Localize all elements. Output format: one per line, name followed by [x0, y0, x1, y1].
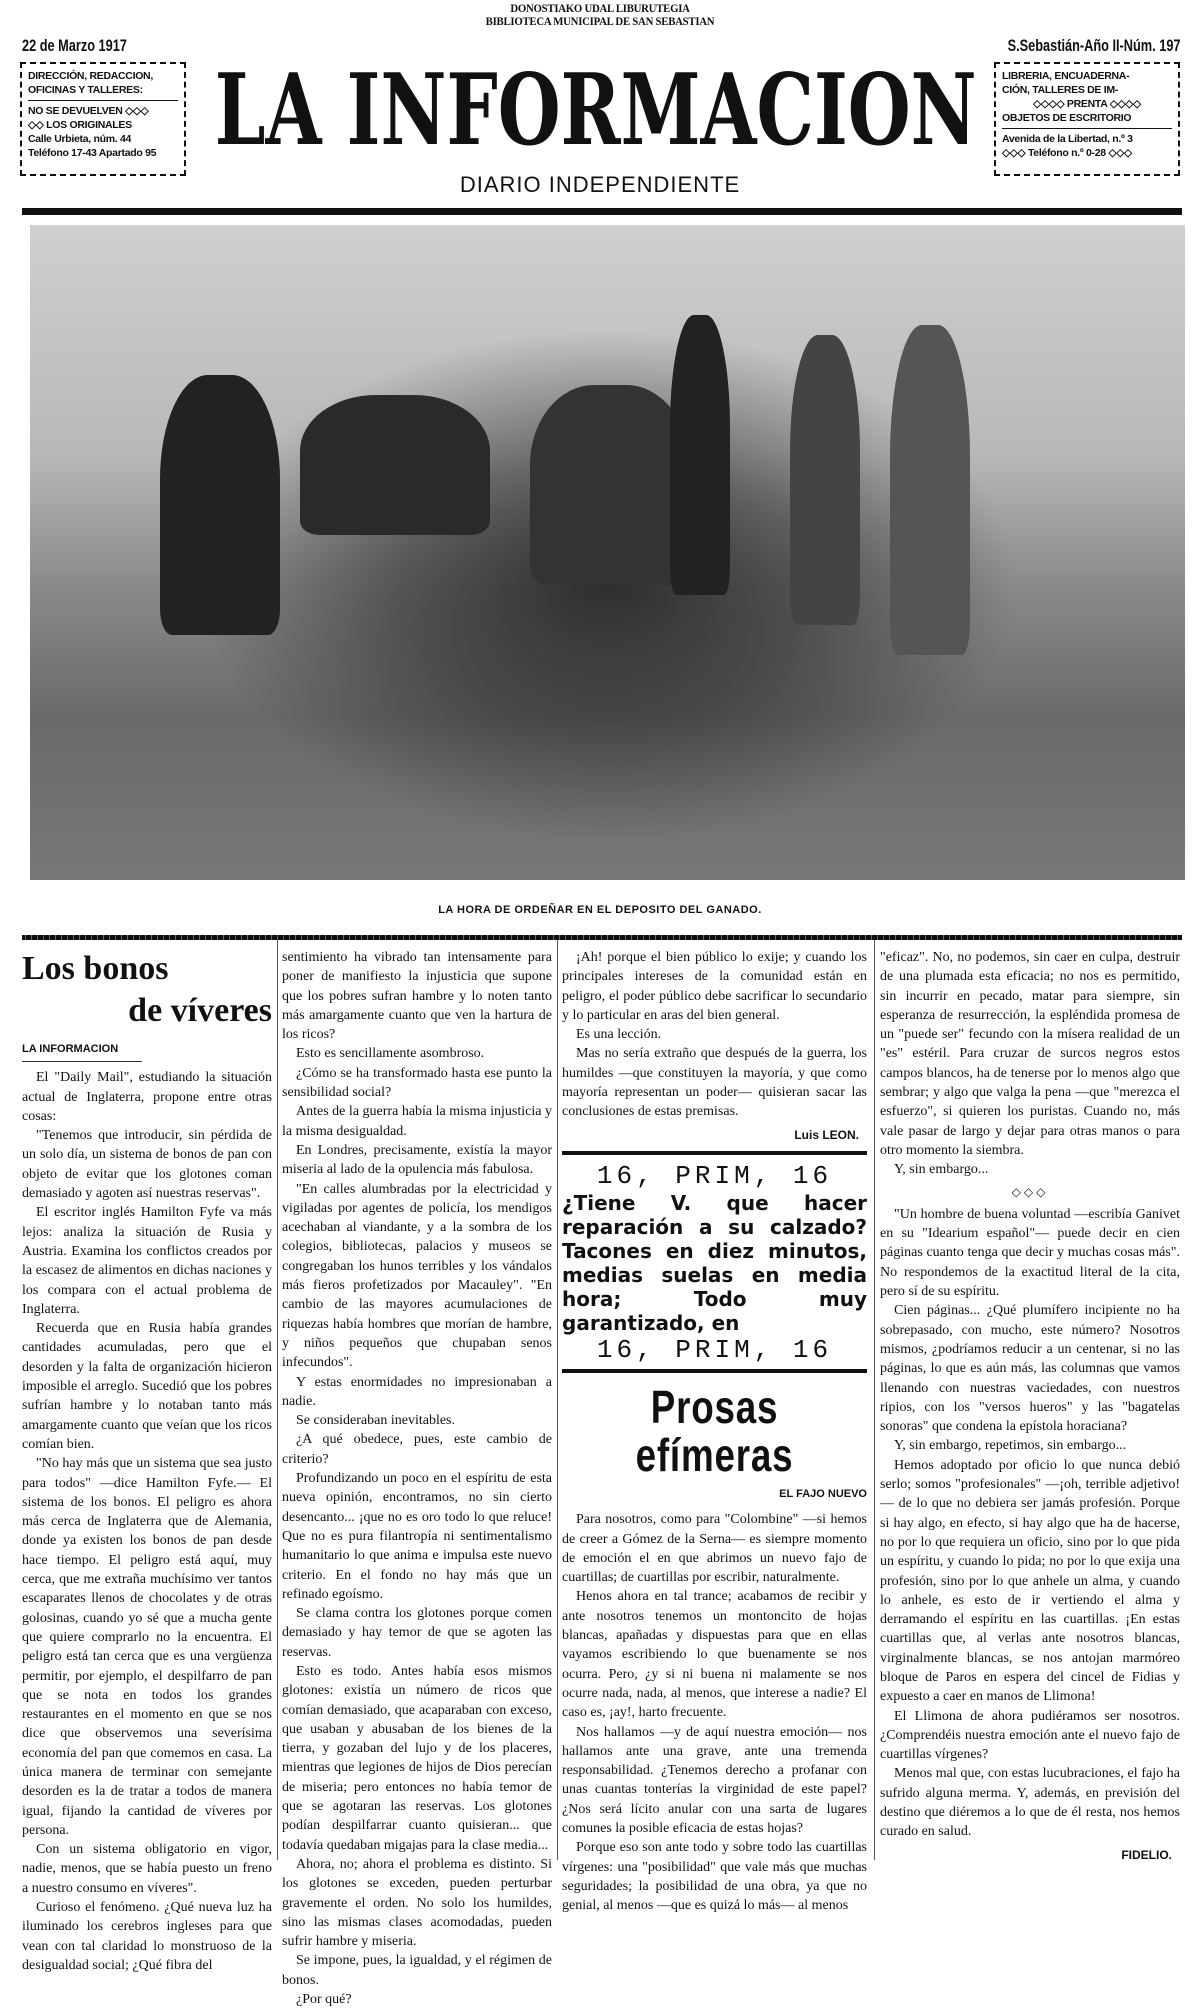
advert-text: ¿Tiene V. que hacer reparación a su calzado? Tacones en diez minutos, medias suelas en media hora; Todo muy garantizado, en [562, 1190, 867, 1335]
column-divider [277, 940, 278, 1860]
paragraph: ¿Cómo se ha transformado hasta ese punto la sensibilidad social? [282, 1065, 552, 1101]
paragraph: Se impone, pues, la igualdad, y el régimen de bonos. [282, 1953, 552, 1988]
article-section-title: EL FAJO NUEVO [779, 1487, 867, 1500]
library-stamp [60, 2, 1140, 28]
box-line: LIBRERIA, ENCUADERNA- [1002, 70, 1130, 82]
newspaper-subtitle: DIARIO INDEPENDIENTE [459, 172, 741, 197]
paragraph: ¿A qué obedece, pues, este cambio de criterio? [282, 1432, 552, 1467]
paragraph: Recuerda que en Rusia había grandes cantidades acumuladas, pero que el desorden y la falta de organización hicieron imposible el arreglo. Sucedió que los pobres sufrían hambre y lo notaban tanto más amargamente cuanto que veían que los ricos comían bien. [22, 1321, 272, 1452]
paragraph: "No hay más que un sistema que sea justo para todos" —dice Hamilton Fyfe.— El sistema de los bonos. El peligro es ahora más cerca de Inglaterra que de Alemania, donde ya existen los bonos de pan desde hace tiempo. El peligro está aquí, muy cerca, que me extraña muchísimo ver tantos escaparates llenos de chocolates y de otras golosinas, cuando yo sé que a mucha gente que quiere comprarlo no la encuentra. El peligro está tan cerca que es una vergüenza permitir, por ejemplo, el despilfarro de pan que se nota en todos los grandes restaurantes en el momento en que se nos dice que observemos una severísima economía del pan que comemos en casa. La única manera de terminar con semejante desorden es la de tratar a todos de manera igual, fijando la cantidad de víveres por persona. [22, 1456, 272, 1838]
photo-milking-cattle [30, 225, 1185, 880]
box-line: ◇◇ LOS ORIGINALES [28, 119, 132, 131]
masthead-right-box [994, 62, 1180, 176]
author-signature: Luis LEON. [794, 1127, 859, 1142]
paragraph: Henos ahora en tal trance; acabamos de recibir y ante nosotros tenemos un montoncito de hojas blancas, apañadas y dispuestas para que en ellas vayamos escribiendo lo que buenamente se nos ocurra. Pero, ¿y si ni buena ni malamente se nos ocurre nada, nada, al menos, que interese a nadie? El caso es, ¡ay!, harto frecuente. [562, 1589, 867, 1721]
headline-line-1: Los bonos [22, 950, 169, 987]
paragraph: Para nosotros, como para "Colombine" —si hemos de creer a Gómez de la Serna— es siempre momento de emoción el en que abrimos un nuevo fajo de cuartillas; de cuartillas por escribir, naturalmente. [562, 1512, 867, 1586]
paragraph: ¡Ah! porque el bien público lo exije; y cuando los principales intereses de la comunidad están en peligro, el poder público debe sacrificar lo secundario y lo particular en aras del bien general. [562, 950, 867, 1023]
paragraph: Se clama contra los glotones porque comen demasiado y hay temor de que se agoten las reservas. [282, 1606, 552, 1660]
box-line: Teléfono 17-43 Apartado 95 [28, 147, 157, 159]
paragraph: "Un hombre de buena voluntad —escribía Ganivet en su "Idearium español"— puede decir en cien páginas cuanto tenga que decir y muchas cosas más". No respondemos de la exactitud literal de la cita, pero sí de su espíritu. [880, 1206, 1180, 1300]
photo-caption: LA HORA DE ORDEÑAR EN EL DEPOSITO DEL GANADO. [438, 904, 762, 916]
column-3 [562, 948, 867, 1916]
paragraph: Con un sistema obligatorio en vigor, nadie, menos, que se había puesto un freno a nuestro consumo en víveres". [22, 1842, 272, 1896]
paragraph: Ahora, no; ahora el problema es distinto. Si los glotones se exceden, pueden perturbar gravemente el orden. No solo los humildes, sino las mismas clases acomodadas, pueden sufrir hambre y miseria. [282, 1856, 552, 1950]
column-divider [557, 940, 558, 1860]
paragraph: El escritor inglés Hamilton Fyfe va más lejos: analiza la situación de Rusia y Austria. Examina los conflictos creados por la escasez de alimentos en dichas naciones y los compara con el actual problema de Inglaterra. [22, 1205, 272, 1317]
library-line-2: BIBLIOTECA MUNICIPAL DE SAN SEBASTIAN [485, 14, 715, 28]
masthead-rule [22, 208, 1182, 215]
photo-figure [790, 335, 860, 625]
divider-ornament: ◇◇◇ [1011, 1184, 1049, 1199]
paragraph: Mas no sería extraño que después de la guerra, los humildes —que constituyen la mayoría, y que como mayoría representan un poder— quisieran sacar las conclusiones de estas premisas. [562, 1046, 867, 1120]
paragraph: "Tenemos que introducir, sin pérdida de un solo día, un sistema de bonos de pan con objeto de evitar que los glotones coman demasiado y agoten así nuestras reservas". [22, 1128, 272, 1202]
paragraph: "En calles alumbradas por la electricidad y vigiladas por agentes de policía, los mendigos acechaban al viandante, y a la sombra de los colegios, bibliotecas, palacios y museos se congregaban los hunos terribles y los vándalos más fieros profetizados por Macauley". "En cambio de las mayores acumulaciones de riquezas había hombres que morían de hambre, y niños pequeños que chupaban senos infecundos". [282, 1181, 552, 1371]
paragraph: Porque eso son ante todo y sobre todo las cuartillas vírgenes: una "posibilidad" que vale más que muchas seguridades; la posibilidad de una obra, ya que no genial, al menos —que es quizá lo más— al menos [562, 1840, 867, 1914]
paragraph: En Londres, precisamente, existía la mayor miseria al lado de la opulencia más fabulosa. [282, 1142, 552, 1178]
photo-figure [300, 395, 490, 535]
box-divider [28, 100, 178, 101]
paragraph: "eficaz". No, no podemos, sin caer en culpa, destruir de una plumada esta eficacia; no nos es permitido, sin incurrir en pecado, matar para siempre, sin esperanza de resurrección, la espléndida promesa de un "puede ser" fecundo con la mísera realidad de un "es" estéril. Para cruzar de surcos negros estos campos blancos, ha de tenerse por lo menos algo que sembrar; y algo que valga la pena —que "merezca el esfuerzo", si quieren los puristas. Cuando no, más vale pasar de largo y dejar para otras manos o para otro momento la siembra. [880, 950, 1180, 1158]
photo-figure [530, 385, 690, 585]
article-headline [22, 948, 272, 1032]
box-line: OFICINAS Y TALLERES: [28, 84, 143, 96]
library-line-1: DONOSTIAKO UDAL LIBURUTEGIA [510, 1, 690, 15]
issue-date: 22 de Marzo 1917 [22, 36, 127, 55]
paragraph: Esto es todo. Antes había esos mismos glotones: existía un número de ricos que comían demasiado, que acaparaban con exceso, que usaban y abusaban de los bienes de la tierra, y gozaban del lujo y de los placeres, mientras que legiones de hijos de Dios perecían de miseria; pero entonces no había temor de que se agotaran las reservas. Los glotones podían despilfarrar cuanto quisieran... que todavía quedaban migajas para la clase media... [282, 1663, 552, 1853]
paragraph: El "Daily Mail", estudiando la situación actual de Inglaterra, propone entre otras cosas: [22, 1070, 272, 1124]
column-divider [874, 940, 875, 1860]
newspaper-title: LA INFORMACION [214, 51, 977, 168]
box-line: NO SE DEVUELVEN ◇◇◇ [28, 105, 149, 117]
paragraph: Menos mal que, con estas lucubraciones, el fajo ha sufrido alguna merma. Y, además, en previsión del destino que diéremos a lo que de él resta, nos hemos curado en salud. [880, 1766, 1180, 1840]
box-divider [1002, 128, 1172, 129]
article-headline: Prosas efímeras [635, 1380, 794, 1481]
paragraph: Hemos adoptado por oficio lo que nunca debió serlo; somos "profesionales" —¡oh, terrible adjetivo!— de lo que no debiera ser jamás profesión. Porque si hay algo, en efecto, si hay algo que ha de hacerse, no por lo que requiera un oficio, sino por lo que pida un espíritu, y cuando lo pida; no por lo que exija una profesión, sino por lo que anhele un alma, y cuando lo anhele, es esto de ir vertiendo el alma y derramando el espíritu en las cuartillas. ¡En estas cuartillas que, al verlas ante nosotros blancas, virginalmente blancas, se nos antojan marmóreo bloque de Paros en espera del cincel de Fidias y expuesto a caer en manos de Llimona! [880, 1457, 1180, 1705]
box-line: DIRECCIÓN, REDACCION, [28, 70, 153, 82]
paragraph: Y, sin embargo... [894, 1162, 989, 1178]
paragraph: Se consideraban inevitables. [296, 1413, 456, 1429]
box-line: CIÓN, TALLERES DE IM- [1002, 84, 1119, 96]
advert-address: 16, PRIM, 16 [596, 1334, 833, 1365]
paragraph: Nos hallamos —y de aquí nuestra emoción— nos hallamos ante una grave, ante una tremenda responsabilidad. ¿Tenemos derecho a profanar con unas cuantas tonterías la virginidad de este papel? ¿Nos será lícito anular con una sarta de lugares comunes la posible eficacia de estas hojas? [562, 1724, 867, 1837]
box-line: Avenida de la Libertad, n.º 3 [1002, 133, 1133, 145]
paragraph: El Llimona de ahora pudiéramos ser nosotros. ¿Comprendéis nuestra emoción ante el nuevo fajo de cuartillas vírgenes? [880, 1708, 1180, 1763]
paragraph: sentimiento ha vibrado tan intensamente para poner de manifiesto la injusticia que supone que los pobres sufran hambre y lo noten tanto más amargamente cuanto que ven la hartura de los ricos? [282, 950, 552, 1043]
paragraph: Es una lección. [576, 1027, 662, 1043]
shoe-repair-advert [562, 1151, 867, 1373]
photo-figure [670, 315, 730, 595]
paragraph: ¿Por qué? [296, 1992, 352, 2008]
paragraph: Curioso el fenómeno. ¿Qué nueva luz ha iluminado los cerebros ingleses para que vean con tal claridad lo monstruoso de la desigualdad social; ¿Qué fibra del [22, 1900, 272, 1973]
box-line: ◇◇◇ Teléfono n.º 0-28 ◇◇◇ [1002, 147, 1132, 159]
headline-line-2: de víveres [128, 992, 272, 1029]
box-line: Calle Urbieta, núm. 44 [28, 133, 132, 145]
column-4 [880, 948, 1180, 1871]
paragraph: Cien páginas... ¿Qué plumífero incipiente no ha sobrepasado, con mucho, este número? Nosotros mismos, ¿podríamos reducir a un centenar, si no las páginas, lo que es aún más, las columnas que vamos llenando con nuestras vaciedades, con nuestros ripios, con los "versos hueros" y las "bagatelas sonoras" que condena la epístola horaciana? [880, 1303, 1180, 1435]
column-2 [282, 948, 552, 2009]
paragraph: Y, sin embargo, repetimos, sin embargo... [894, 1438, 1127, 1454]
article-kicker: LA INFORMACION [22, 1040, 142, 1062]
advert-address: 16, PRIM, 16 [596, 1160, 833, 1191]
paragraph: Esto es sencillamente asombroso. [296, 1046, 485, 1062]
photo-figure [890, 325, 970, 655]
paragraph: Antes de la guerra había la misma injusticia y la misma desigualdad. [282, 1104, 552, 1139]
box-line: OBJETOS DE ESCRITORIO [1002, 112, 1132, 124]
box-line: ◇◇◇◇ PRENTA ◇◇◇◇ [1033, 98, 1141, 110]
section-rule [22, 935, 1182, 940]
masthead-left-box [20, 62, 186, 176]
paragraph: Profundizando un poco en el espíritu de esta nueva opinión, encontramos, no sin cierto desencanto... ¡que no es oro todo lo que reluce! Que no es pura filantropía ni sentimentalismo humanitario lo que anima e impulsa este nuevo criterio. En el fondo no hay más que un refinado egoísmo. [282, 1471, 552, 1602]
author-signature: FIDELIO. [1121, 1847, 1172, 1862]
photo-figure [160, 375, 280, 635]
paragraph: Y estas enormidades no impresionaban a nadie. [282, 1374, 552, 1409]
issue-number: S.Sebastián-Año II-Núm. 197 [1007, 36, 1180, 55]
column-1 [22, 948, 272, 1975]
